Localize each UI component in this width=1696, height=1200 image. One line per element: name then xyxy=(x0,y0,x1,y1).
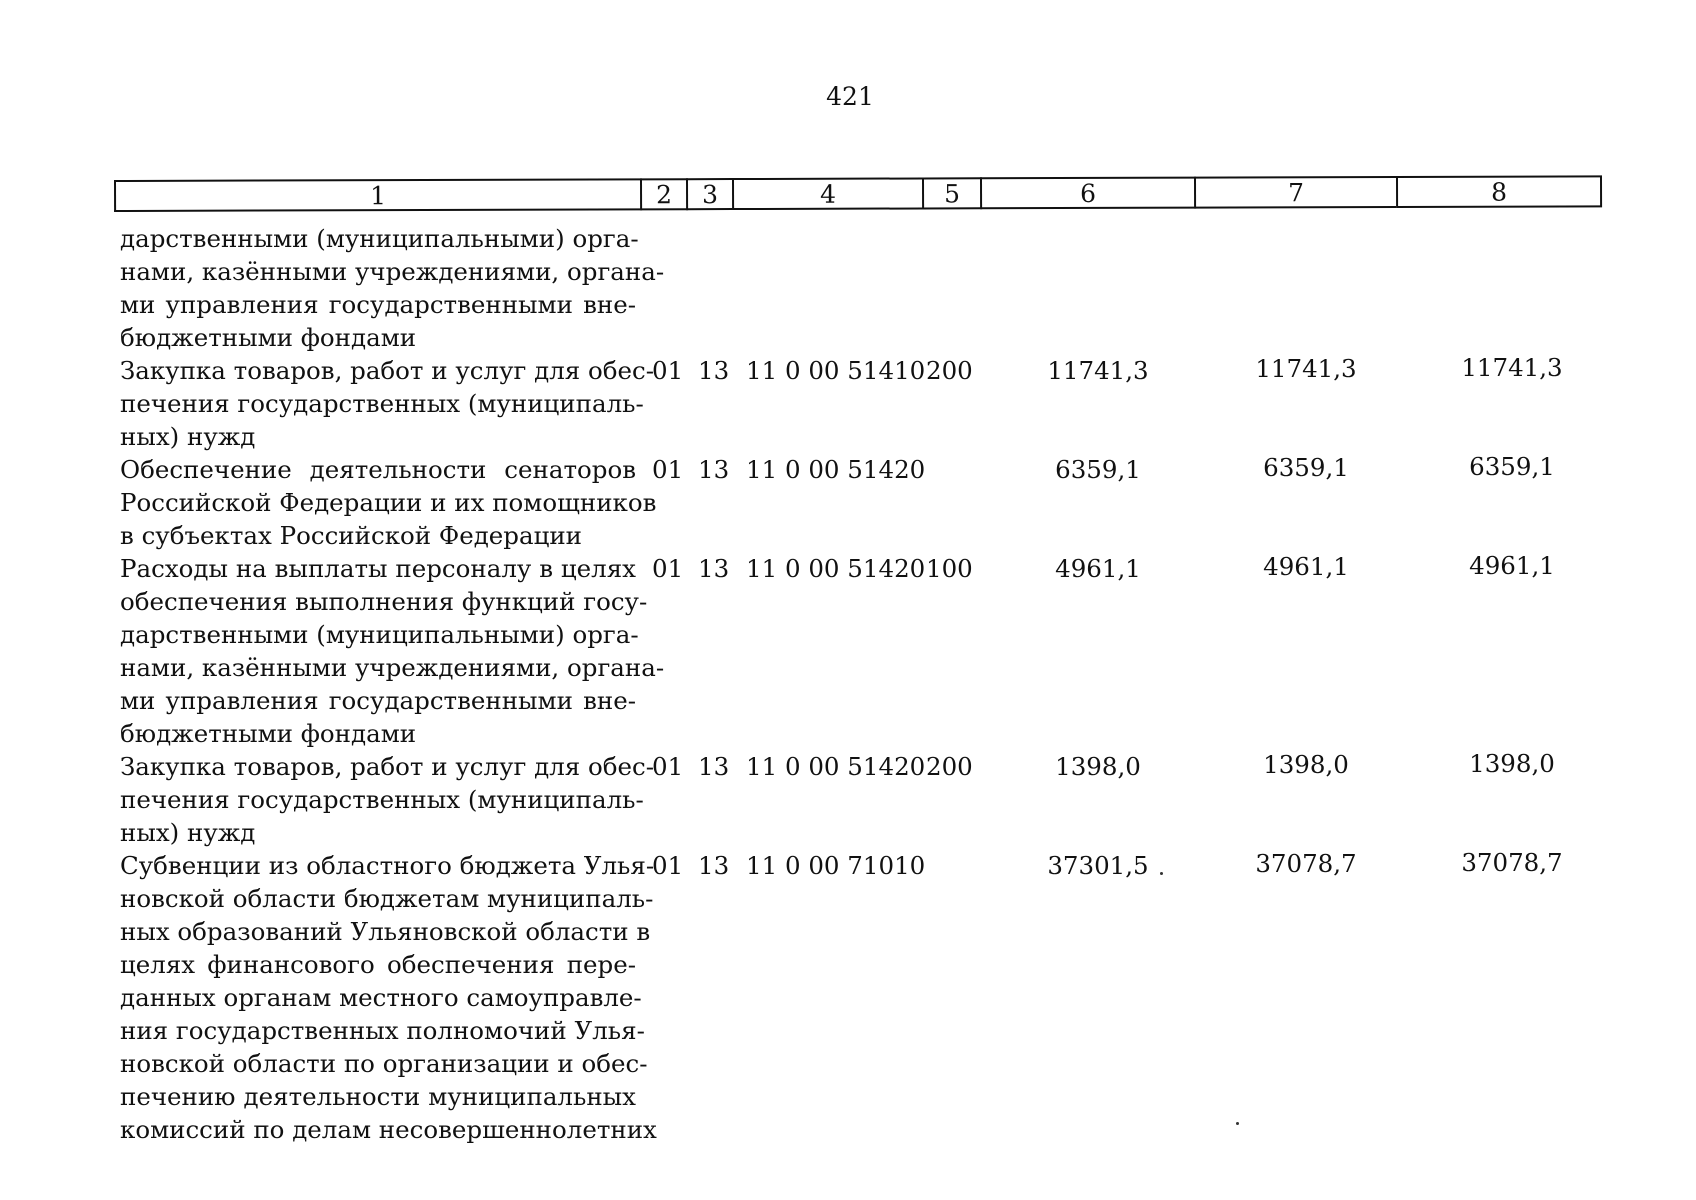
cell-amount-6: 11741,3 xyxy=(1047,356,1149,385)
description-line: новской области по организации и обес- xyxy=(120,1049,648,1078)
cell-subsection: 13 xyxy=(698,455,730,484)
cell-target-article: 11 0 00 51420 xyxy=(746,554,926,583)
cell-amount-7: 1398,0 xyxy=(1263,750,1349,779)
description-line: ми управления государственными вне- xyxy=(120,290,636,319)
description-line: Обеспечение деятельности сенаторов xyxy=(120,455,636,484)
description-line: бюджетными фондами xyxy=(120,719,417,748)
description-line: ных) нужд xyxy=(120,818,256,847)
cell-amount-7: 4961,1 xyxy=(1263,552,1349,581)
cell-amount-7: 11741,3 xyxy=(1255,354,1357,383)
row-description xyxy=(120,222,665,354)
page-number: 421 xyxy=(826,82,874,111)
description-line: ных) нужд xyxy=(120,422,256,451)
description-line: нами, казёнными учреждениями, органа- xyxy=(120,653,665,682)
scan-speck xyxy=(1160,872,1163,875)
cell-subsection: 13 xyxy=(698,554,730,583)
header-col-3: 3 xyxy=(686,178,732,210)
description-line: нами, казёнными учреждениями, органа- xyxy=(120,257,665,286)
description-line: дарственными (муниципальными) орга- xyxy=(120,224,639,253)
cell-amount-6: 1398,0 xyxy=(1055,752,1141,781)
cell-expense-type: 100 xyxy=(926,554,973,583)
description-line: печению деятельности муниципальных xyxy=(120,1082,636,1111)
description-line: Закупка товаров, работ и услуг для обес- xyxy=(120,356,655,385)
description-line: комиссий по делам несовершеннолетних xyxy=(120,1115,657,1144)
cell-amount-7: 6359,1 xyxy=(1263,453,1349,482)
scan-speck xyxy=(1236,1122,1239,1125)
cell-amount-8: 4961,1 xyxy=(1469,551,1555,580)
header-col-7: 7 xyxy=(1194,176,1396,209)
cell-section: 01 xyxy=(652,851,684,880)
header-col-6: 6 xyxy=(980,177,1194,210)
row-description xyxy=(120,750,655,849)
description-line: бюджетными фондами xyxy=(120,323,417,352)
header-col-4: 4 xyxy=(732,177,922,210)
cell-target-article: 11 0 00 51420 xyxy=(746,455,926,484)
cell-subsection: 13 xyxy=(698,851,730,880)
cell-expense-type: 200 xyxy=(926,356,973,385)
description-line: в субъектах Российской Федерации xyxy=(120,521,582,550)
header-col-5: 5 xyxy=(922,177,980,209)
header-col-8: 8 xyxy=(1396,175,1602,208)
description-line: дарственными (муниципальными) орга- xyxy=(120,620,639,649)
cell-amount-6: 4961,1 xyxy=(1055,554,1141,583)
row-description xyxy=(120,354,655,453)
cell-amount-8: 11741,3 xyxy=(1461,353,1563,382)
cell-amount-8: 6359,1 xyxy=(1469,452,1555,481)
description-line: данных органам местного самоуправле- xyxy=(120,983,642,1012)
cell-target-article: 11 0 00 51410 xyxy=(746,356,926,385)
cell-amount-8: 1398,0 xyxy=(1469,749,1555,778)
description-line: Субвенции из областного бюджета Улья- xyxy=(120,851,655,880)
cell-amount-7: 37078,7 xyxy=(1255,849,1357,878)
row-description xyxy=(120,453,657,552)
description-line: Расходы на выплаты персоналу в целях xyxy=(120,554,636,583)
cell-amount-6: 37301,5 xyxy=(1047,851,1149,880)
description-line: Закупка товаров, работ и услуг для обес- xyxy=(120,752,655,781)
cell-section: 01 xyxy=(652,356,684,385)
row-description xyxy=(120,849,657,1146)
header-col-1: 1 xyxy=(114,178,640,212)
row-description xyxy=(120,552,665,750)
description-line: ных образований Ульяновской области в xyxy=(120,917,651,946)
cell-expense-type: 200 xyxy=(926,752,973,781)
header-col-2: 2 xyxy=(640,178,686,210)
cell-section: 01 xyxy=(652,554,684,583)
cell-amount-6: 6359,1 xyxy=(1055,455,1141,484)
description-line: ния государственных полномочий Улья- xyxy=(120,1016,645,1045)
description-line: обеспечения выполнения функций госу- xyxy=(120,587,648,616)
cell-subsection: 13 xyxy=(698,752,730,781)
description-line: целях финансового обеспечения пере- xyxy=(120,950,636,979)
description-line: Российской Федерации и их помощников xyxy=(120,488,657,517)
description-line: печения государственных (муниципаль- xyxy=(120,389,644,418)
cell-section: 01 xyxy=(652,752,684,781)
cell-target-article: 11 0 00 71010 xyxy=(746,851,926,880)
cell-target-article: 11 0 00 51420 xyxy=(746,752,926,781)
cell-section: 01 xyxy=(652,455,684,484)
description-line: новской области бюджетам муниципаль- xyxy=(120,884,654,913)
description-line: ми управления государственными вне- xyxy=(120,686,636,715)
cell-subsection: 13 xyxy=(698,356,730,385)
cell-amount-8: 37078,7 xyxy=(1461,848,1563,877)
description-line: печения государственных (муниципаль- xyxy=(120,785,644,814)
